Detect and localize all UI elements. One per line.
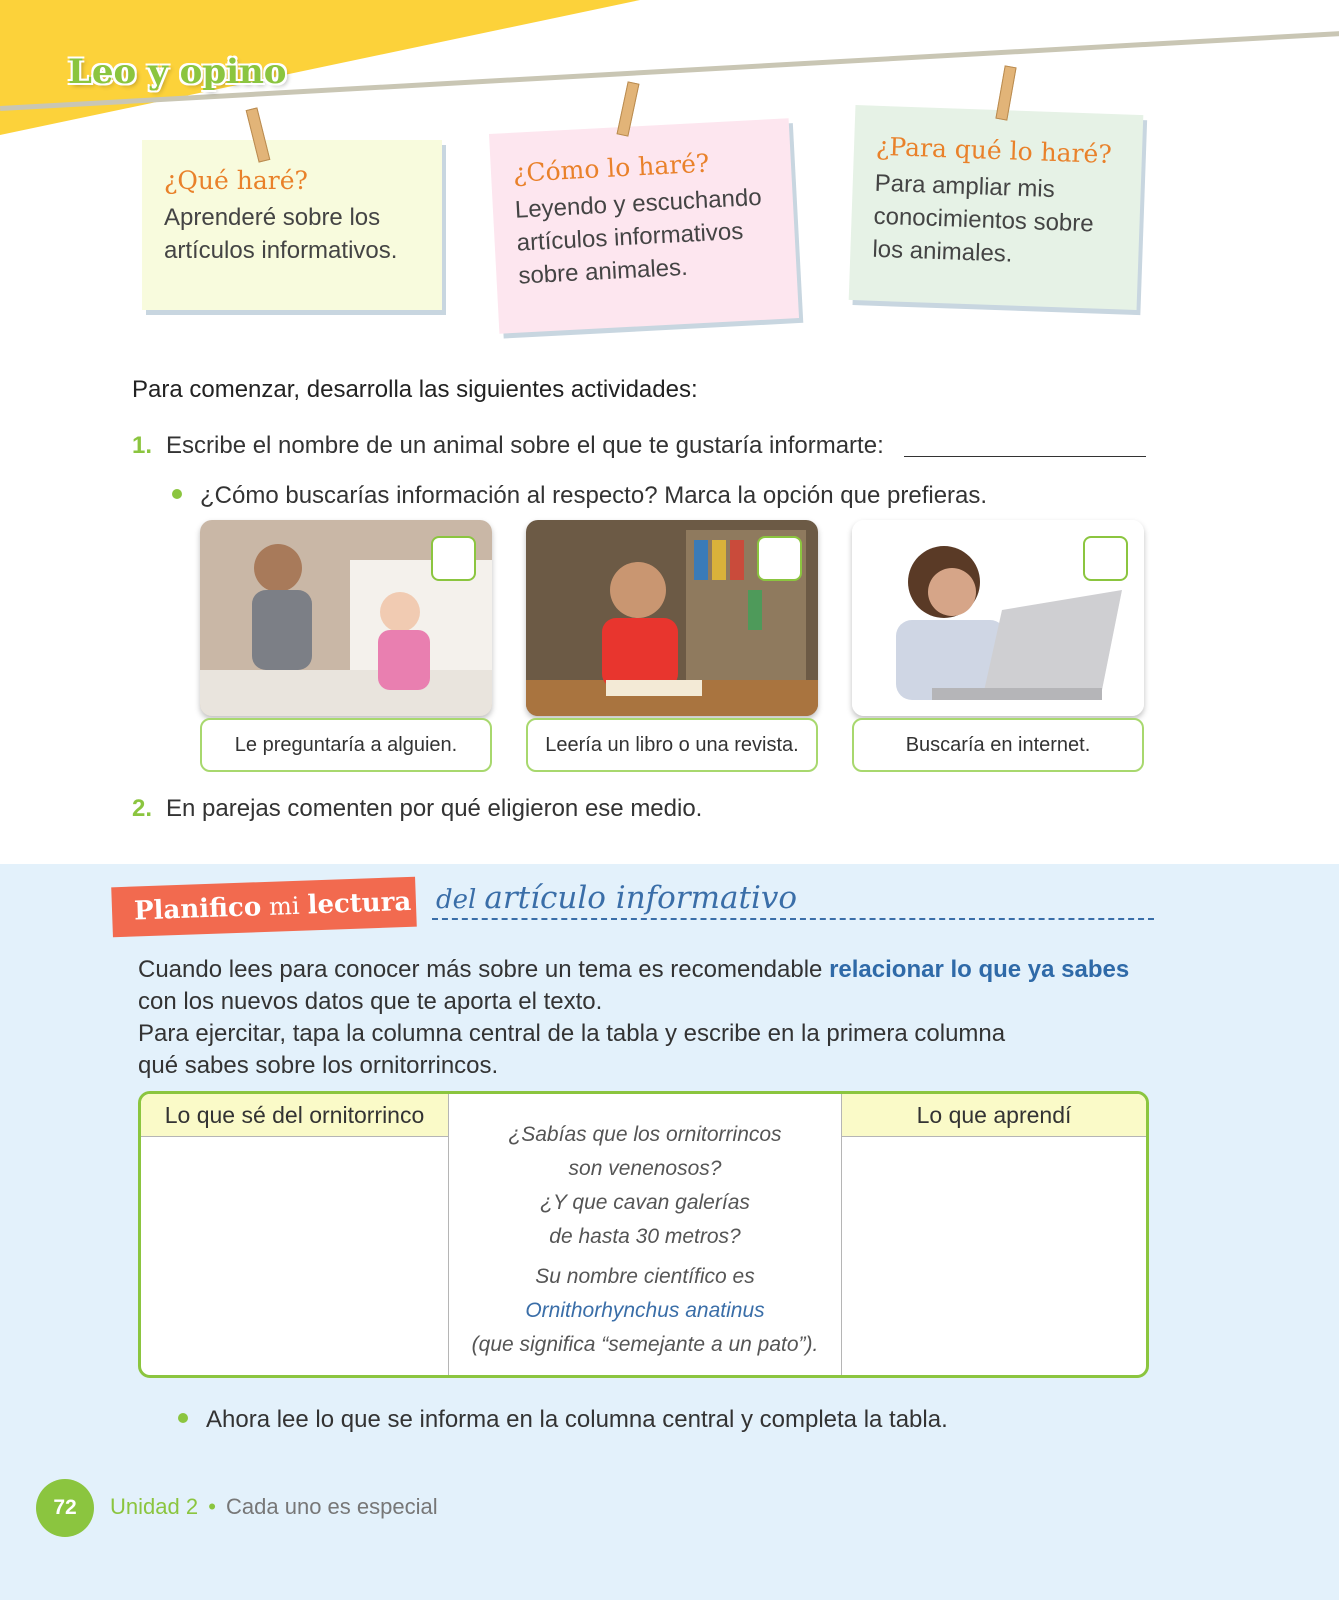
bullet-text: Ahora lee lo que se informa en la columna central y completa la tabla.: [206, 1406, 948, 1433]
bullet-dot-icon: [178, 1413, 188, 1423]
section-title: Leo y opino: [68, 52, 287, 92]
planning-paragraph: [138, 954, 1178, 1082]
note-question: ¿Cómo lo haré?: [512, 148, 710, 188]
kwl-table: [138, 1091, 1149, 1378]
subtitle-dashed-rule: [432, 918, 1154, 920]
activity-2: [132, 795, 702, 823]
planning-subtitle: [436, 880, 797, 916]
activity-text: Escribe el nombre de un animal sobre el que te gustaría informarte:: [166, 432, 884, 459]
note-answer: Para ampliar mis conocimientos sobre los animales.: [871, 169, 1095, 268]
para-text: Cuando lees para conocer más sobre un tema es recomendable: [138, 956, 823, 983]
page-number: 72: [36, 1479, 94, 1537]
known-write-area[interactable]: [141, 1137, 448, 1375]
note-what: [142, 140, 442, 310]
option-caption: Buscaría en internet.: [852, 718, 1144, 772]
planning-banner: [111, 877, 417, 938]
info-line: Su nombre científico es: [535, 1265, 755, 1288]
scientific-name: Ornithorhynchus anatinus: [525, 1299, 765, 1322]
footer-unit: [110, 1494, 438, 1520]
bullet-search: [172, 482, 987, 510]
para-text: Para ejercitar, tapa la columna central de la tabla y escribe en la primera columna qué sabes sobre los ornitorrincos.: [138, 1020, 1006, 1079]
activity-number: 2.: [132, 795, 153, 822]
banner-word: lectura: [307, 886, 412, 921]
activities-intro: Para comenzar, desarrolla las siguientes actividades:: [132, 376, 698, 403]
option-caption: Le preguntaría a alguien.: [200, 718, 492, 772]
option-checkbox-book[interactable]: [757, 536, 802, 581]
unit-title: Cada uno es especial: [226, 1494, 438, 1519]
para-text: con los nuevos datos que te aporta el texto.: [138, 988, 603, 1015]
activity-1: [132, 432, 884, 460]
info-line: (que significa “semejante a un pato”).: [471, 1333, 819, 1356]
banner-word: mi: [268, 891, 301, 921]
subtitle-word: del: [436, 885, 477, 915]
info-text: [449, 1094, 841, 1362]
table-header: Lo que sé del ornitorrinco: [141, 1094, 448, 1137]
footer-separator: •: [208, 1494, 216, 1519]
info-line: ¿Sabías que los ornitorrincos: [508, 1123, 782, 1146]
info-line: son venenosos?: [568, 1157, 722, 1180]
unit-label: Unidad 2: [110, 1494, 199, 1519]
table-header: Lo que aprendí: [842, 1094, 1146, 1137]
note-how: [489, 118, 799, 333]
learned-write-area[interactable]: [842, 1137, 1146, 1375]
banner-word: Planifico: [133, 892, 262, 927]
subtitle-word: artículo informativo: [484, 880, 798, 916]
para-highlight: relacionar lo que ya sabes: [829, 956, 1130, 983]
option-checkbox-ask[interactable]: [431, 536, 476, 581]
note-question: ¿Para qué lo haré?: [875, 131, 1113, 169]
table-col-known: [141, 1094, 449, 1375]
table-col-learned: [842, 1094, 1146, 1375]
option-checkbox-internet[interactable]: [1083, 536, 1128, 581]
note-why: [849, 105, 1144, 310]
activity-number: 1.: [132, 432, 153, 459]
bullet-text: ¿Cómo buscarías información al respecto? Marca la opción que prefieras.: [200, 482, 988, 509]
info-line: ¿Y que cavan galerías: [540, 1191, 750, 1214]
note-question: ¿Qué haré?: [164, 166, 308, 195]
activity-text: En parejas comenten por qué eligieron ese medio.: [166, 795, 703, 822]
note-answer: Aprenderé sobre los artículos informativos.: [164, 204, 398, 264]
bullet-complete: [178, 1406, 948, 1434]
table-col-info: [449, 1094, 842, 1375]
option-caption: Leería un libro o una revista.: [526, 718, 818, 772]
bullet-dot-icon: [172, 489, 182, 499]
animal-name-blank[interactable]: [904, 456, 1146, 457]
info-line: de hasta 30 metros?: [549, 1225, 741, 1248]
note-answer: Leyendo y escuchando artículos informativos sobre animales.: [514, 183, 763, 290]
